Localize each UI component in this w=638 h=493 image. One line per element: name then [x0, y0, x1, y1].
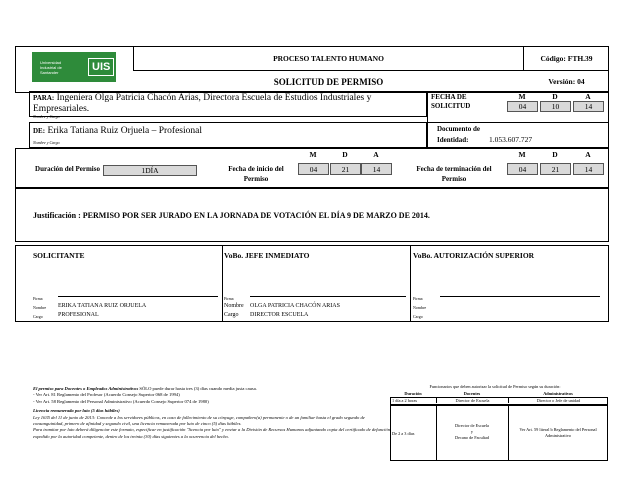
jefe-title: VoBo. JEFE INMEDIATO [224, 251, 310, 260]
duracion-value[interactable]: 1DÍA [103, 165, 197, 176]
tabla-r1c3: Director o Jefe de unidad [508, 398, 608, 403]
jefe-firma-line[interactable] [250, 296, 406, 297]
fecha-solicitud-a[interactable]: 14 [573, 101, 604, 112]
tabla-autorizacion [390, 391, 608, 468]
terminacion-a-label: A [585, 150, 591, 159]
tabla-r2c3: Ver Art. 59 literal b Reglamento del Personal Administrativo [519, 427, 597, 438]
solicitante-title: SOLICITANTE [33, 251, 85, 260]
tabla-r1c1: 1 día a 2 horas [392, 398, 418, 403]
form-version: Versión: 04 [548, 77, 585, 86]
para-value: Ingeniera Olga Patricia Chacón Arias, Directora Escuela de Estudios Industriales y Empresariales. [33, 93, 372, 114]
nota-4: Licencia remunerada por luto (5 días hábiles) [33, 408, 120, 414]
fecha-solicitud-d[interactable]: 10 [540, 101, 571, 112]
justificacion-field [33, 211, 430, 220]
fecha-solicitud-m[interactable]: 04 [507, 101, 538, 112]
duracion-label: Duración del Permiso [35, 165, 100, 173]
documento-value[interactable]: 1.053.607.727 [489, 135, 533, 144]
terminacion-label: Fecha de terminación del Permiso [416, 165, 492, 183]
process-title: PROCESO TALENTO HUMANO [273, 53, 384, 63]
firmas-divider-1 [222, 245, 223, 322]
firmas-divider-2 [410, 245, 411, 322]
solicitante-firma-line[interactable] [58, 296, 218, 297]
tabla-r1c2: Director de Escuela [436, 398, 508, 403]
de-sub: Nombre y Cargo [33, 140, 60, 145]
autorizacion-title: VoBo. AUTORIZACIÓN SUPERIOR [413, 251, 535, 260]
jefe-nombre-label: Nombre [224, 303, 244, 309]
para-field [33, 93, 393, 115]
tabla-r2c2-line-3: Decano de Facultad [454, 435, 490, 440]
jefe-nombre[interactable]: OLGA PATRICIA CHACÓN ARIAS [250, 303, 340, 309]
justificacion-value[interactable]: PERMISO POR SER JURADO EN LA JORNADA DE VOTACIÓN EL DÍA 9 DE MARZO DE 2014. [82, 211, 430, 220]
autorizacion-cargo-label: Cargo [413, 314, 423, 319]
de-label: DE: [33, 127, 46, 135]
logo-block [32, 52, 116, 82]
nota-3: - Ver Art. 58 Reglamento del Personal Administrativo (Acuerdo Consejo Superior 074 de 1980) [33, 398, 209, 404]
notas-block [33, 386, 391, 440]
autorizacion-firma-line[interactable] [440, 296, 600, 297]
tabla-r2c2 [436, 423, 508, 441]
de-field [33, 126, 202, 137]
inicio-m-label: M [309, 150, 317, 159]
form-title: SOLICITUD DE PERMISO [273, 76, 384, 87]
tabla-r2c2-line-1: Director de Escuela [455, 423, 489, 428]
terminacion-a[interactable]: 14 [573, 163, 604, 175]
nota-6: Para tramitar por luto deberá diligenciar este formato, especificar en justificación "licencia por luto" y enviar a la División de Recursos Humanos adjuntando copia del certificado de defunción expedido por la autoridad competente, dentro de los treinta (30) días siguientes a la ocurrencia del hecho. [33, 427, 391, 439]
fecha-solicitud-label: FECHA DE SOLICITUD [431, 93, 471, 110]
inicio-a-label: A [373, 150, 379, 159]
para-sub: Nombre y Cargo [33, 114, 60, 119]
documento-label: Documento de Identidad: [437, 125, 480, 144]
jefe-firma-label: Firma [224, 296, 234, 301]
de-value: Erika Tatiana Ruiz Orjuela – Profesional [47, 126, 202, 136]
para-label: PARA: [33, 94, 55, 102]
terminacion-d[interactable]: 21 [540, 163, 571, 175]
nota-1-bold: El permiso para Docentes o Empleados Administrativos [33, 386, 139, 391]
jefe-cargo[interactable]: DIRECTOR ESCUELA [250, 312, 309, 318]
nota-1-rest: SÓLO puede durar hasta tres (3) días cuando media justa causa. [138, 386, 257, 391]
solicitante-nombre-label: Nombre [33, 305, 47, 310]
tabla-col-docentes: Docentes [463, 391, 481, 396]
logo-text: Universidad Industrial de Santander [40, 59, 62, 75]
terminacion-m-label: M [518, 150, 526, 159]
terminacion-m[interactable]: 04 [507, 163, 538, 175]
fecha-solicitud-d-label: D [552, 92, 558, 101]
solicitante-firma-label: Firma [33, 296, 43, 301]
form-code: Código: FTH.39 [540, 53, 593, 63]
inicio-d[interactable]: 21 [330, 163, 361, 175]
tabla-col-duracion: Duración [404, 391, 422, 396]
autorizacion-firma-label: Firma [413, 296, 423, 301]
fecha-solicitud-m-label: M [518, 92, 526, 101]
logo-mark-icon: UIS [88, 58, 114, 76]
tabla-col-admin: Administrativos [543, 391, 573, 396]
solicitante-cargo-label: Cargo [33, 314, 43, 319]
nota-5: Ley 1635 del 11 de junio de 2013: Concede a los servidores públicos, en caso de fallecimiento de su cónyuge, compañero(a) permanente o de un familiar hasta el grado segundo de consanguinidad, primero de afinidad y segundo civil, una licencia remunerada por luto de cinco (5) días hábiles. [33, 414, 365, 427]
terminacion-d-label: D [552, 150, 558, 159]
jefe-cargo-label: Cargo [224, 312, 239, 318]
solicitante-cargo[interactable]: PROFESIONAL [58, 312, 99, 318]
inicio-label: Fecha de inicio del Permiso [228, 165, 284, 183]
nota-2: - Ver Art. 81 Reglamento del Profesor (Acuerdo Consejo Superior 068 de 1994) [33, 392, 180, 398]
tabla-r2c2-line-2: y [470, 429, 474, 434]
inicio-m[interactable]: 04 [298, 163, 329, 175]
inicio-a[interactable]: 14 [361, 163, 392, 175]
solicitante-nombre[interactable]: ERIKA TATIANA RUIZ ORJUELA [58, 303, 147, 309]
autorizacion-nombre-label: Nombre [413, 305, 427, 310]
tabla-row-2-div-2 [508, 405, 509, 461]
inicio-d-label: D [342, 150, 348, 159]
fecha-solicitud-a-label: A [585, 92, 591, 101]
justificacion-label: Justificación : [33, 211, 81, 220]
tabla-r2c1: De 2 a 3 días [392, 431, 415, 436]
tabla-caption: Funcionarios que deben autorizar la solicitud de Permiso según su duración: [429, 384, 561, 389]
